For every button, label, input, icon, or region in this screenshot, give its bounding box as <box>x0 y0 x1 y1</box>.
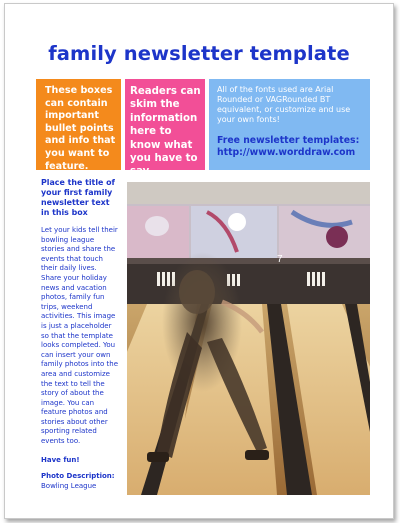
have-fun-text: Have fun! <box>41 455 80 464</box>
newsletter-title: family newsletter template <box>48 42 350 65</box>
blue-box-text: All of the fonts used are Arial Rounded or VAGRounded BT equivalent, or customize and use your own fonts! <box>217 85 351 124</box>
orange-box-text: These boxes can contain important bullet points and info that you want to feature. <box>45 85 116 172</box>
newsletter-templates-link[interactable]: Free newsletter templates: http://www.worddraw.com <box>217 135 360 158</box>
article-body: Let your kids tell their bowling league stories and share the events that touch their daily lives. Share your holiday news and vacation photos, family fun trips, weekend activities. This image is just a placeholder so that the template looks completed. You can insert your own family photos into the area and customize the text to tell the story of about the image. You can feature photos and stories about other sporting related events too. <box>41 226 119 446</box>
photo-description-label: Photo Description: <box>41 472 115 481</box>
article-heading: Place the title of your first family newsletter text in this box <box>41 178 115 217</box>
bowling-alley-photo <box>127 182 370 495</box>
orange-feature-box <box>36 79 121 170</box>
newsletter-page <box>4 3 394 519</box>
sidebar-article <box>41 178 119 491</box>
lane-number: 7 <box>277 254 283 265</box>
pink-feature-box <box>125 79 205 178</box>
bowling-photo-illustration <box>127 182 370 495</box>
blue-feature-box <box>209 79 370 170</box>
pink-box-text: Readers can skim the information here to know what you have to say. <box>130 86 201 178</box>
photo-description: Bowling League <box>41 481 97 490</box>
